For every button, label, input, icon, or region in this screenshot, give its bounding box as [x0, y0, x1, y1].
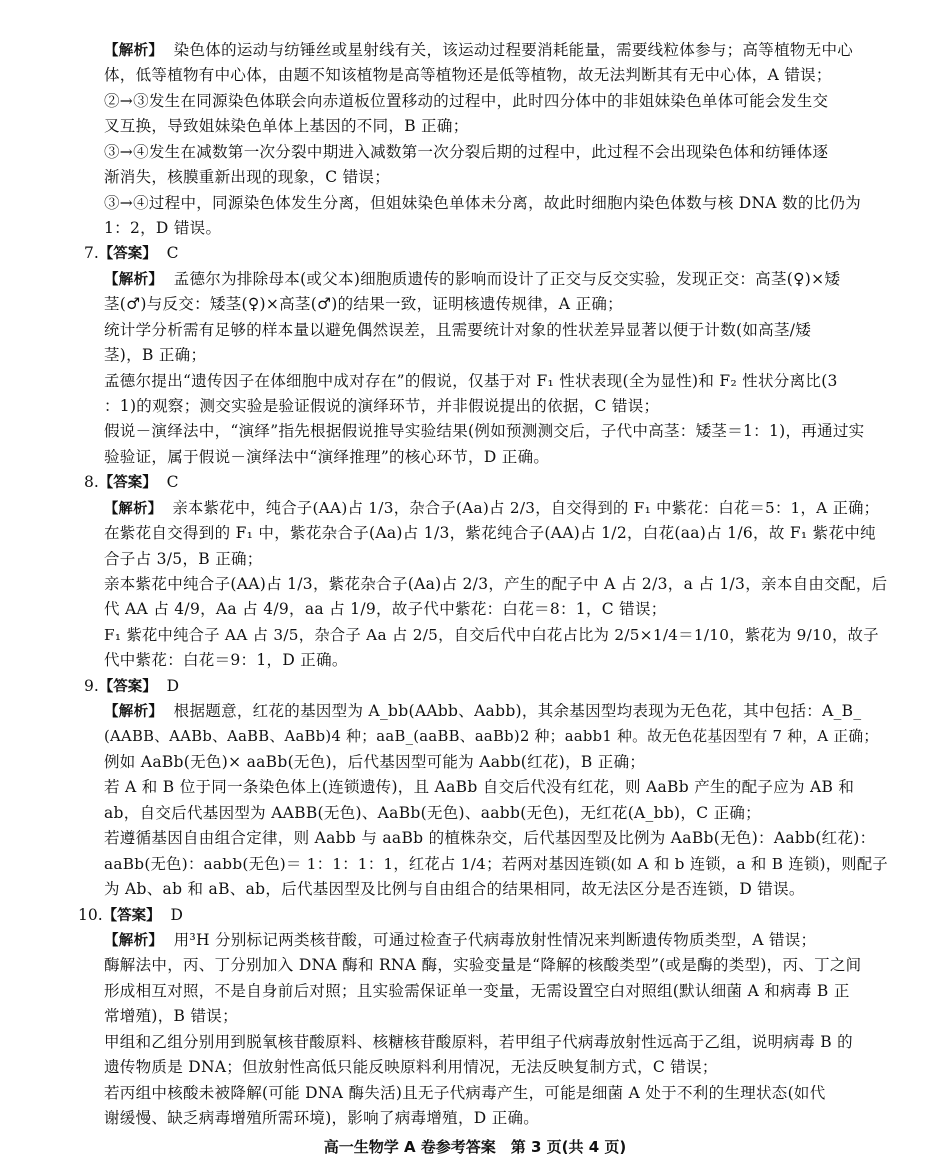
- q8-answer-row: [84, 472, 179, 493]
- analysis-label: 【解析】: [104, 43, 164, 59]
- q10-analysis-line: 甲组和乙组分别用到脱氧核苷酸原料、核糖核苷酸原料，若甲组子代病毒放射性远高于乙组，说明病毒 B 的: [104, 1033, 853, 1051]
- q10-analysis-line: 形成相互对照，不是自身前后对照；且实验需保证单一变量，无需设置空白对照组(默认细菌 A 和病毒 B 正: [104, 982, 850, 1000]
- q9-answer-row: [84, 676, 179, 697]
- answer-value: D: [166, 677, 180, 695]
- q9-analysis-line: 为 Ab、ab 和 aB、ab，后代基因型及比例与自由组合的结果相同，故无法区分是否连锁，D 错误。: [104, 880, 805, 898]
- answer-label: 【答案】: [98, 475, 157, 491]
- analysis-label: 【解析】: [104, 933, 164, 949]
- q7-analysis-line: 茎(♂)与反交：矮茎(♀)×高茎(♂)的结果一致，证明核遗传规律，A 正确；: [104, 295, 623, 313]
- analysis-label: 【解析】: [104, 501, 163, 517]
- q9-analysis-line: aaBb(无色)：aabb(无色)＝ 1：1：1：1，红花占 1/4；若两对基因连锁(如 A 和 b 连锁，a 和 B 连锁)，则配子: [104, 855, 888, 873]
- q7-analysis-line: 假说－演绎法中，“演绎”指先根据假说推导实验结果(例如预测测交后，子代中高茎：矮茎＝1：1)，再通过实: [104, 422, 865, 440]
- q6-analysis-line: 1：2，D 错误。: [104, 219, 222, 237]
- q9-analysis-line: ab，自交后代基因型为 AABB(无色)、AaBb(无色)、aabb(无色)，无红花(A_bb)，C 正确；: [104, 804, 761, 822]
- q8-analysis-line: 合子占 3/5，B 正确；: [104, 550, 263, 568]
- answer-value: C: [166, 473, 179, 491]
- answer-value: D: [170, 906, 183, 924]
- q6-analysis-line: ③→④发生在减数第一次分裂中期进入减数第一次分裂后期的过程中，此过程不会出现染色体和纺锤体逐: [104, 143, 829, 161]
- question-number: 10.: [78, 906, 103, 924]
- q9-analysis-line-1: 【解析】 根据题意，红花的基因型为 A_bb(AAbb、Aabb)，其余基因型均表现为无色花，其中包括：A_B_: [104, 702, 862, 720]
- q7-analysis-line: 验验证，属于假说－演绎法中“演绎推理”的核心环节，D 正确。: [104, 448, 550, 466]
- q6-analysis-line: 叉互换，导致姐妹染色单体上基因的不同，B 正确；: [104, 117, 469, 135]
- q10-answer-row: [78, 905, 183, 926]
- answer-label: 【答案】: [102, 908, 161, 924]
- q7-analysis-line-1: 【解析】 孟德尔为排除母本(或父本)细胞质遗传的影响而设计了正交与反交实验，发现正交：高茎(♀)×矮: [104, 270, 841, 288]
- answer-value: C: [166, 244, 179, 262]
- q6-analysis-line-1: 【解析】 染色体的运动与纺锤丝或星射线有关，该运动过程要消耗能量，需要线粒体参与；高等植物无中心: [104, 41, 854, 59]
- q8-analysis-line: 在紫花自交得到的 F₁ 中，紫花杂合子(Aa)占 1/3，紫花纯合子(AA)占 1/2，白花(aa)占 1/6，故 F₁ 紫花中纯: [104, 524, 876, 542]
- q8-analysis-line: F₁ 紫花中纯合子 AA 占 3/5，杂合子 Aa 占 2/5，自交后代中白花占比为 2/5×1/4＝1/10，紫花为 9/10，故子: [104, 626, 879, 644]
- q10-analysis-line: 常增殖)，B 错误；: [104, 1007, 238, 1025]
- q9-analysis-line: 例如 AaBb(无色)× aaBb(无色)，后代基因型可能为 Aabb(红花)，B 正确；: [104, 753, 646, 771]
- answer-label: 【答案】: [98, 246, 157, 262]
- question-number: 9.: [84, 677, 99, 695]
- question-number: 8.: [84, 473, 99, 491]
- q8-analysis-line: 代 AA 占 4/9，Aa 占 4/9，aa 占 1/9，故子代中紫花：白花＝8：1，C 错误；: [104, 600, 667, 618]
- answer-label: 【答案】: [98, 679, 157, 695]
- q7-answer-row: [84, 243, 179, 264]
- q6-analysis-line: ②→③发生在同源染色体联会向赤道板位置移动的过程中，此时四分体中的非姐妹染色单体可能会发生交: [104, 92, 829, 110]
- q9-analysis-line: 若遵循基因自由组合定律，则 Aabb 与 aaBb 的植株杂交，后代基因型及比例为 AaBb(无色)：Aabb(红花)：: [104, 829, 876, 847]
- q6-analysis-line: 渐消失，核膜重新出现的现象，C 错误；: [104, 168, 390, 186]
- analysis-label: 【解析】: [104, 704, 164, 720]
- q10-analysis-line: 谢缓慢、缺乏病毒增殖所需环境)，影响了病毒增殖，D 正确。: [104, 1109, 540, 1127]
- q7-analysis-line: 统计学分析需有足够的样本量以避免偶然误差，且需要统计对象的性状差异显著以便于计数(如高茎/矮: [104, 321, 812, 339]
- q7-analysis-line: ：1)的观察；测交实验是验证假说的演绎环节，并非假说提出的依据，C 错误；: [104, 397, 660, 415]
- q9-analysis-line: (AABB、AABb、AaBB、AaBb)4 种；aaB_(aaBB、aaBb)2 种；aabb1 种。故无色花基因型有 7 种，A 正确；: [104, 728, 879, 745]
- q8-analysis-line: 代中紫花：白花＝9：1，D 正确。: [104, 651, 348, 669]
- q10-analysis-line: 若丙组中核酸未被降解(可能 DNA 酶失活)且无子代病毒产生，可能是细菌 A 处于不利的生理状态(如代: [104, 1084, 826, 1102]
- q10-analysis-line: 酶解法中，丙、丁分别加入 DNA 酶和 RNA 酶，实验变量是“降解的核酸类型”(或是酶的类型)，丙、丁之间: [104, 956, 862, 974]
- q8-analysis-line-1: 【解析】 亲本紫花中，纯合子(AA)占 1/3，杂合子(Aa)占 2/3，自交得到的 F₁ 中紫花：白花＝5：1，A 正确；: [104, 499, 880, 517]
- q7-analysis-line: 茎)，B 正确；: [104, 346, 207, 364]
- q8-analysis-line: 亲本紫花中纯合子(AA)占 1/3，紫花杂合子(Aa)占 2/3，产生的配子中 A 占 2/3，a 占 1/3，亲本自由交配，后: [104, 575, 888, 593]
- analysis-label: 【解析】: [104, 272, 164, 288]
- question-number: 7.: [84, 244, 99, 262]
- q6-analysis-line: ③→④过程中，同源染色体发生分离，但姐妹染色单体未分离，故此时细胞内染色体数与核 DNA 数的比仍为: [104, 194, 862, 212]
- q10-analysis-line: 遗传物质是 DNA；但放射性高低只能反映原料利用情况，无法反映复制方式，C 错误；: [104, 1058, 718, 1076]
- page-footer: 高一生物学 A 卷参考答案 第 3 页(共 4 页): [323, 1138, 627, 1156]
- q9-analysis-line: 若 A 和 B 位于同一条染色体上(连锁遗传)，且 AaBb 自交后代没有红花，则 AaBb 产生的配子应为 AB 和: [104, 778, 855, 796]
- q10-analysis-line-1: 【解析】 用³H 分别标记两类核苷酸，可通过检查子代病毒放射性情况来判断遗传物质类型，A 错误；: [104, 931, 817, 949]
- q6-analysis-line: 体，低等植物有中心体，由题不知该植物是高等植物还是低等植物，故无法判断其有无中心体，A 错误；: [104, 66, 832, 84]
- q7-analysis-line: 孟德尔提出“遗传因子在体细胞中成对存在”的假说，仅基于对 F₁ 性状表现(全为显性)和 F₂ 性状分离比(3: [104, 372, 838, 390]
